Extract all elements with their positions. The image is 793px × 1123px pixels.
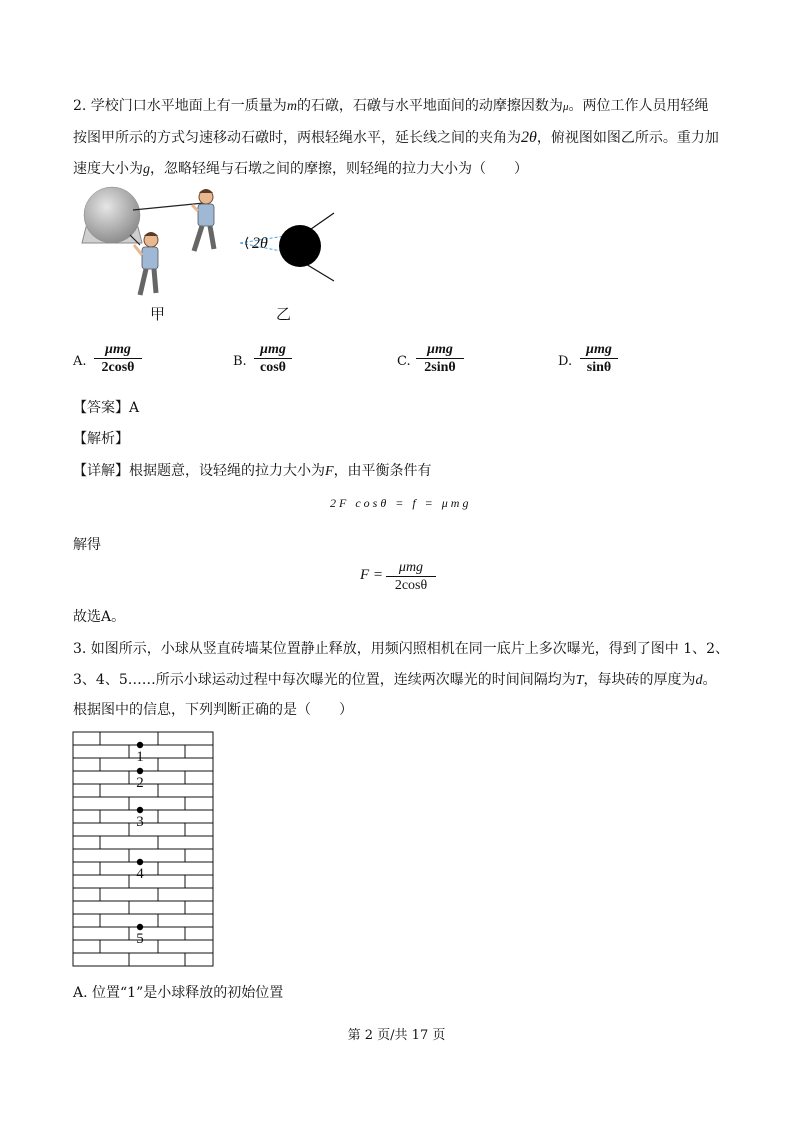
result-fraction: [386, 560, 436, 594]
var-T: T: [575, 673, 584, 688]
ball-position-dot: [137, 742, 143, 748]
option-b-fraction: [254, 342, 292, 376]
var-d: d: [695, 673, 703, 688]
conclusion-line: 故选A。: [73, 609, 126, 625]
q2-text: 2. 学校门口水平地面上有一质量为: [73, 98, 287, 114]
option-d-den: sinθ: [586, 360, 612, 375]
q3-text-c: 。: [702, 672, 717, 688]
q2-line-3: [73, 160, 528, 179]
result-num: μmg: [398, 560, 424, 575]
q3-option-a: A. 位置“1”是小球释放的初始位置: [73, 985, 284, 1001]
var-g: g: [143, 162, 150, 177]
var-mu: μ: [562, 101, 569, 113]
q3-line-3: 根据图中的信息，下列判断正确的是（ ）: [73, 702, 353, 718]
q2-text: ，俯视图如图乙所示。重力加: [536, 130, 719, 146]
option-b-label: B.: [233, 354, 247, 369]
result-den: 2cosθ: [394, 578, 428, 593]
page-footer: 第 2 页/共 17 页: [347, 1028, 446, 1043]
q2-text: 速度大小为: [73, 161, 143, 177]
stone-ball: [84, 187, 140, 243]
option-c-label: C.: [397, 354, 411, 369]
option-c-num: μmg: [427, 342, 453, 357]
analysis-heading: 【解析】: [73, 431, 129, 447]
option-a-num: μmg: [105, 342, 131, 357]
ball-position-label: 1: [136, 749, 144, 765]
q3-line-1: 3. 如图所示，小球从竖直砖墙某位置静止释放，用频闪照相机在同一底片上多次曝光，得到了图中 1、2、: [73, 641, 730, 657]
q2-text: ，忽略轻绳与石墩之间的摩擦，则轻绳的拉力大小为（ ）: [150, 161, 528, 177]
var-F: F: [325, 464, 334, 479]
result-lhs: F =: [360, 567, 384, 583]
stone-top-view: [279, 225, 321, 267]
ball-position-dot: [137, 768, 143, 774]
option-b-num: μmg: [260, 342, 286, 357]
ball-position-label: 4: [136, 866, 144, 882]
q3-text-b: ，每块砖的厚度为: [583, 672, 696, 688]
figure-label-jia: 甲: [150, 305, 166, 323]
option-d-label: D.: [558, 354, 573, 369]
q2-line-1: [73, 97, 708, 116]
detail-text-b: ，由平衡条件有: [333, 463, 432, 479]
q3-line-2: [73, 671, 717, 690]
ball-position-dot: [137, 924, 143, 930]
option-d-num: μmg: [586, 342, 612, 357]
answer-line: 【答案】A: [73, 400, 140, 416]
q2-text: 按图甲所示的方式匀速移动石礅时，两根轻绳水平，延长线之间的夹角为: [73, 130, 521, 146]
solve-label: 解得: [73, 537, 101, 553]
figure-angle-label: 2θ: [252, 235, 268, 252]
ball-position-label: 2: [136, 775, 144, 791]
detail-text: 【详解】根据题意，设轻绳的拉力大小为: [73, 463, 325, 479]
var-m: m: [286, 99, 297, 114]
option-a-fraction: [94, 342, 142, 376]
worker-back: [192, 189, 214, 251]
ball-position-dot: [137, 859, 143, 865]
equilibrium-equation: 2F cosθ = f = μmg: [330, 496, 472, 510]
q2-text: 的石礅，石礅与水平地面间的动摩擦因数为: [296, 98, 563, 114]
option-a-label: A.: [73, 354, 87, 369]
ball-position-dot: [137, 807, 143, 813]
detail-line: [73, 462, 432, 481]
q2-line-2: [73, 129, 719, 147]
option-d-fraction: [580, 342, 618, 376]
var-2theta: 2θ: [521, 129, 537, 146]
ball-position-label: 5: [136, 931, 144, 947]
option-c-fraction: [416, 342, 464, 376]
q3-text: 3、4、5……所示小球运动过程中每次曝光的位置，连续两次曝光的时间间隔均为: [73, 672, 576, 688]
option-c-den: 2sinθ: [424, 360, 456, 375]
option-a-den: 2cosθ: [101, 360, 135, 375]
ball-position-label: 3: [136, 814, 144, 830]
figure-label-yi: 乙: [276, 305, 292, 323]
brick-wall-figure: [72, 731, 215, 967]
q2-text: 。两位工作人员用轻绳: [568, 98, 709, 114]
option-b-den: cosθ: [260, 360, 286, 375]
